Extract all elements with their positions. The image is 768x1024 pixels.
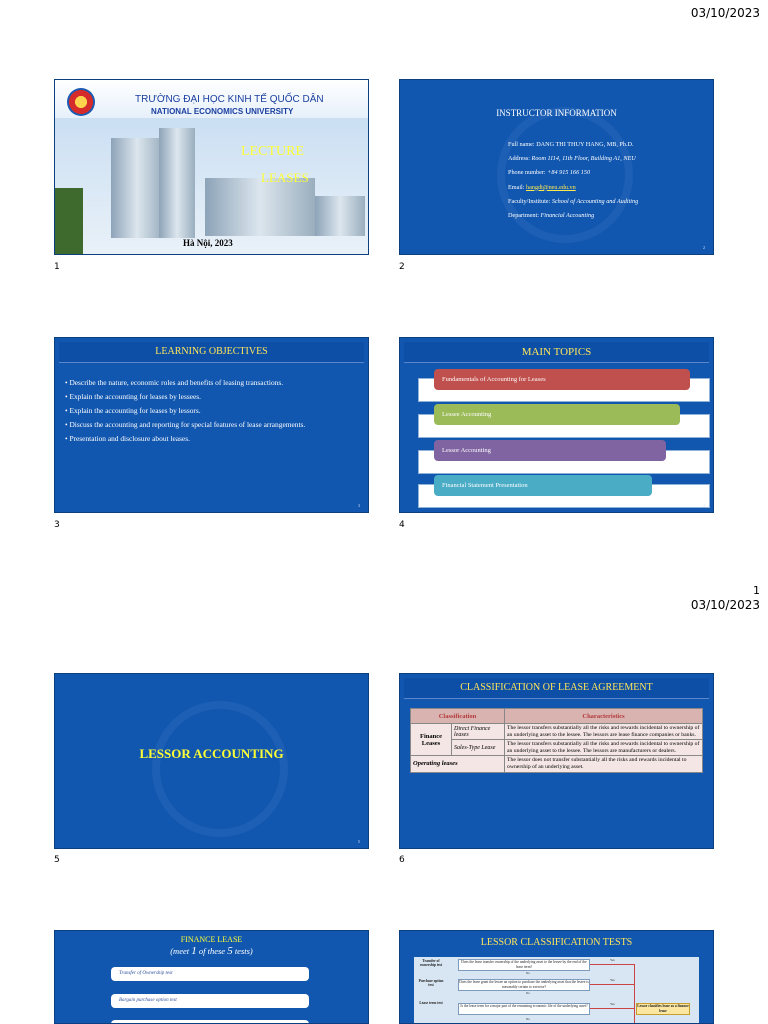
slide-mark: 4	[703, 503, 705, 508]
test-item[interactable]: Bargain purchase option test	[111, 994, 309, 1008]
page-number: 1	[753, 584, 760, 597]
list-item: • Explain the accounting for leases by lessees.	[65, 392, 201, 401]
phone: +84 915 166 150	[547, 169, 591, 177]
slide-4[interactable]	[399, 337, 714, 513]
list-item: • Presentation and disclosure about leases.	[65, 434, 190, 443]
slide-6[interactable]	[399, 673, 714, 849]
table-cell: Finance Leases	[411, 724, 452, 756]
table-cell: The lessor does not transfer substantially all the risks and rewards incidental to ownership of an underlying asset.	[505, 756, 703, 772]
instructor-info: Full name: DANG THI THUY HANG, MB, Ph.D. Address: Room 1114, 11th Floor, Building A1, NEU Phone number: +84 915 166 150 Email: hangdt@neu.edu.vn Faculty/Institute: School of Accounting and Auditing Department: Financial Accounting	[508, 141, 639, 220]
slide-number: 6	[399, 855, 405, 865]
slide-3[interactable]	[54, 337, 369, 513]
slide-title: CLASSIFICATION OF LEASE AGREEMENT	[404, 678, 709, 699]
flow-label: Purchase option test	[418, 979, 444, 988]
slide-title: LEARNING OBJECTIVES	[59, 342, 364, 363]
table-cell: Sales-Type Lease	[452, 740, 505, 756]
university-name-vn: TRƯỜNG ĐẠI HỌC KINH TẾ QUỐC DÂN	[135, 94, 324, 105]
watermark-logo	[152, 701, 288, 837]
table-cell: The lessor transfers substantially all the risks and rewards incidental to ownership of an underlying asset to the lessee. The lessors are lease finance companies or banks.	[505, 724, 703, 740]
slide-number: 2	[399, 262, 405, 272]
slide-number: 5	[54, 855, 60, 865]
page-date: 03/10/2023	[690, 598, 760, 612]
objectives-list	[63, 378, 348, 448]
topic-item[interactable]: Fundamentals of Accounting for Leases	[434, 369, 690, 390]
list-item: • Describe the nature, economic roles and benefits of leasing transactions.	[65, 378, 284, 387]
flow-label: Lease term test	[419, 1001, 443, 1005]
department: Financial Accounting	[540, 212, 595, 220]
page-date: 03/10/2023	[690, 6, 760, 20]
topic-item[interactable]: Lessee Accounting	[434, 404, 680, 425]
university-name-en: NATIONAL ECONOMICS UNIVERSITY	[151, 107, 294, 116]
place-year: Hà Nội, 2023	[183, 238, 233, 248]
slide-mark: 3	[358, 503, 360, 508]
table-row	[411, 740, 703, 756]
table-cell: Operating leases	[411, 756, 505, 772]
list-item: • Discuss the accounting and reporting for special features of lease arrangements.	[65, 420, 306, 429]
flow-question: Is the lease term for a major part of the remaining economic life of the underlying asset?	[458, 1003, 590, 1015]
campus-image	[55, 118, 368, 254]
address: Room 1114, 11th Floor, Building A1, NEU	[531, 155, 636, 163]
flow-question: Does the lease grant the lessee an option to purchase the underlying asset that the lessee is reasonably certain to exercise?	[458, 979, 590, 991]
test-item[interactable]	[111, 1020, 309, 1024]
lecture-topic: LEASES	[261, 170, 309, 185]
slide-5[interactable]	[54, 673, 369, 849]
slide-2[interactable]	[399, 79, 714, 255]
list-item: • Explain the accounting for leases by lessors.	[65, 406, 201, 415]
topic-item[interactable]: Lessor Accounting	[434, 440, 666, 461]
slide-title: LESSOR ACCOUNTING	[139, 746, 284, 761]
slide-subtitle: (meet 1 of these 5 tests)	[170, 945, 253, 957]
slide-title: FINANCE LEASE	[180, 935, 243, 944]
test-item[interactable]: Transfer of Ownership test	[111, 967, 309, 981]
column-header: Characteristics	[505, 709, 703, 724]
slide-title: LESSOR CLASSIFICATION TESTS	[480, 937, 633, 948]
slide-number: 4	[399, 520, 405, 530]
email-link[interactable]: hangdt@neu.edu.vn	[526, 183, 576, 191]
flow-label: Transfer of ownership test	[419, 959, 443, 968]
slide-number: 3	[54, 520, 60, 530]
topic-item[interactable]: Financial Statement Presentation	[434, 475, 652, 496]
flow-question: Does the lease transfer ownership of the underlying asset to the lessee by the end of the lease term?	[458, 959, 590, 971]
table-row	[411, 756, 703, 772]
slide-number: 1	[54, 262, 60, 272]
table-header-row	[411, 709, 703, 724]
column-header: Classification	[411, 709, 505, 724]
slide-title: MAIN TOPICS	[404, 342, 709, 363]
classification-table	[410, 708, 703, 773]
faculty: School of Accounting and Auditing	[551, 197, 639, 205]
table-row	[411, 724, 703, 740]
slide-mark: 2	[703, 245, 705, 250]
slide-7[interactable]	[54, 930, 369, 1024]
lecture-label: LECTURE	[241, 144, 304, 159]
flowchart: Transfer of ownership test Does the lease transfer ownership of the underlying asset to the lessee by the end of the lease term? Yes No Purchase option test Does the lease grant the lessee an option to purchase the underlying asset that the lessee is reasonably certain to exercise? Yes No Lease term test Is the lease term for a major part of the remaining economic life of the underlying asset? Yes No Lessor classifies lease as a finance lease	[414, 957, 699, 1023]
slide-8[interactable]	[399, 930, 714, 1024]
slide-title: INSTRUCTOR INFORMATION	[496, 108, 617, 118]
slide-1[interactable]	[54, 79, 369, 255]
table-cell: The lessor transfers substantially all the risks and rewards incidental to ownership of an underlying asset to the lessee. The lessors are manufacturers or dealers.	[505, 740, 703, 756]
slide-mark: 5	[358, 839, 360, 844]
university-logo	[67, 88, 95, 116]
full-name: DANG THI THUY HANG, MB, Ph.D.	[536, 141, 634, 148]
flow-result: Lessor classifies lease as a finance lease	[636, 1003, 690, 1015]
table-cell: Direct Finance leases	[452, 724, 505, 740]
